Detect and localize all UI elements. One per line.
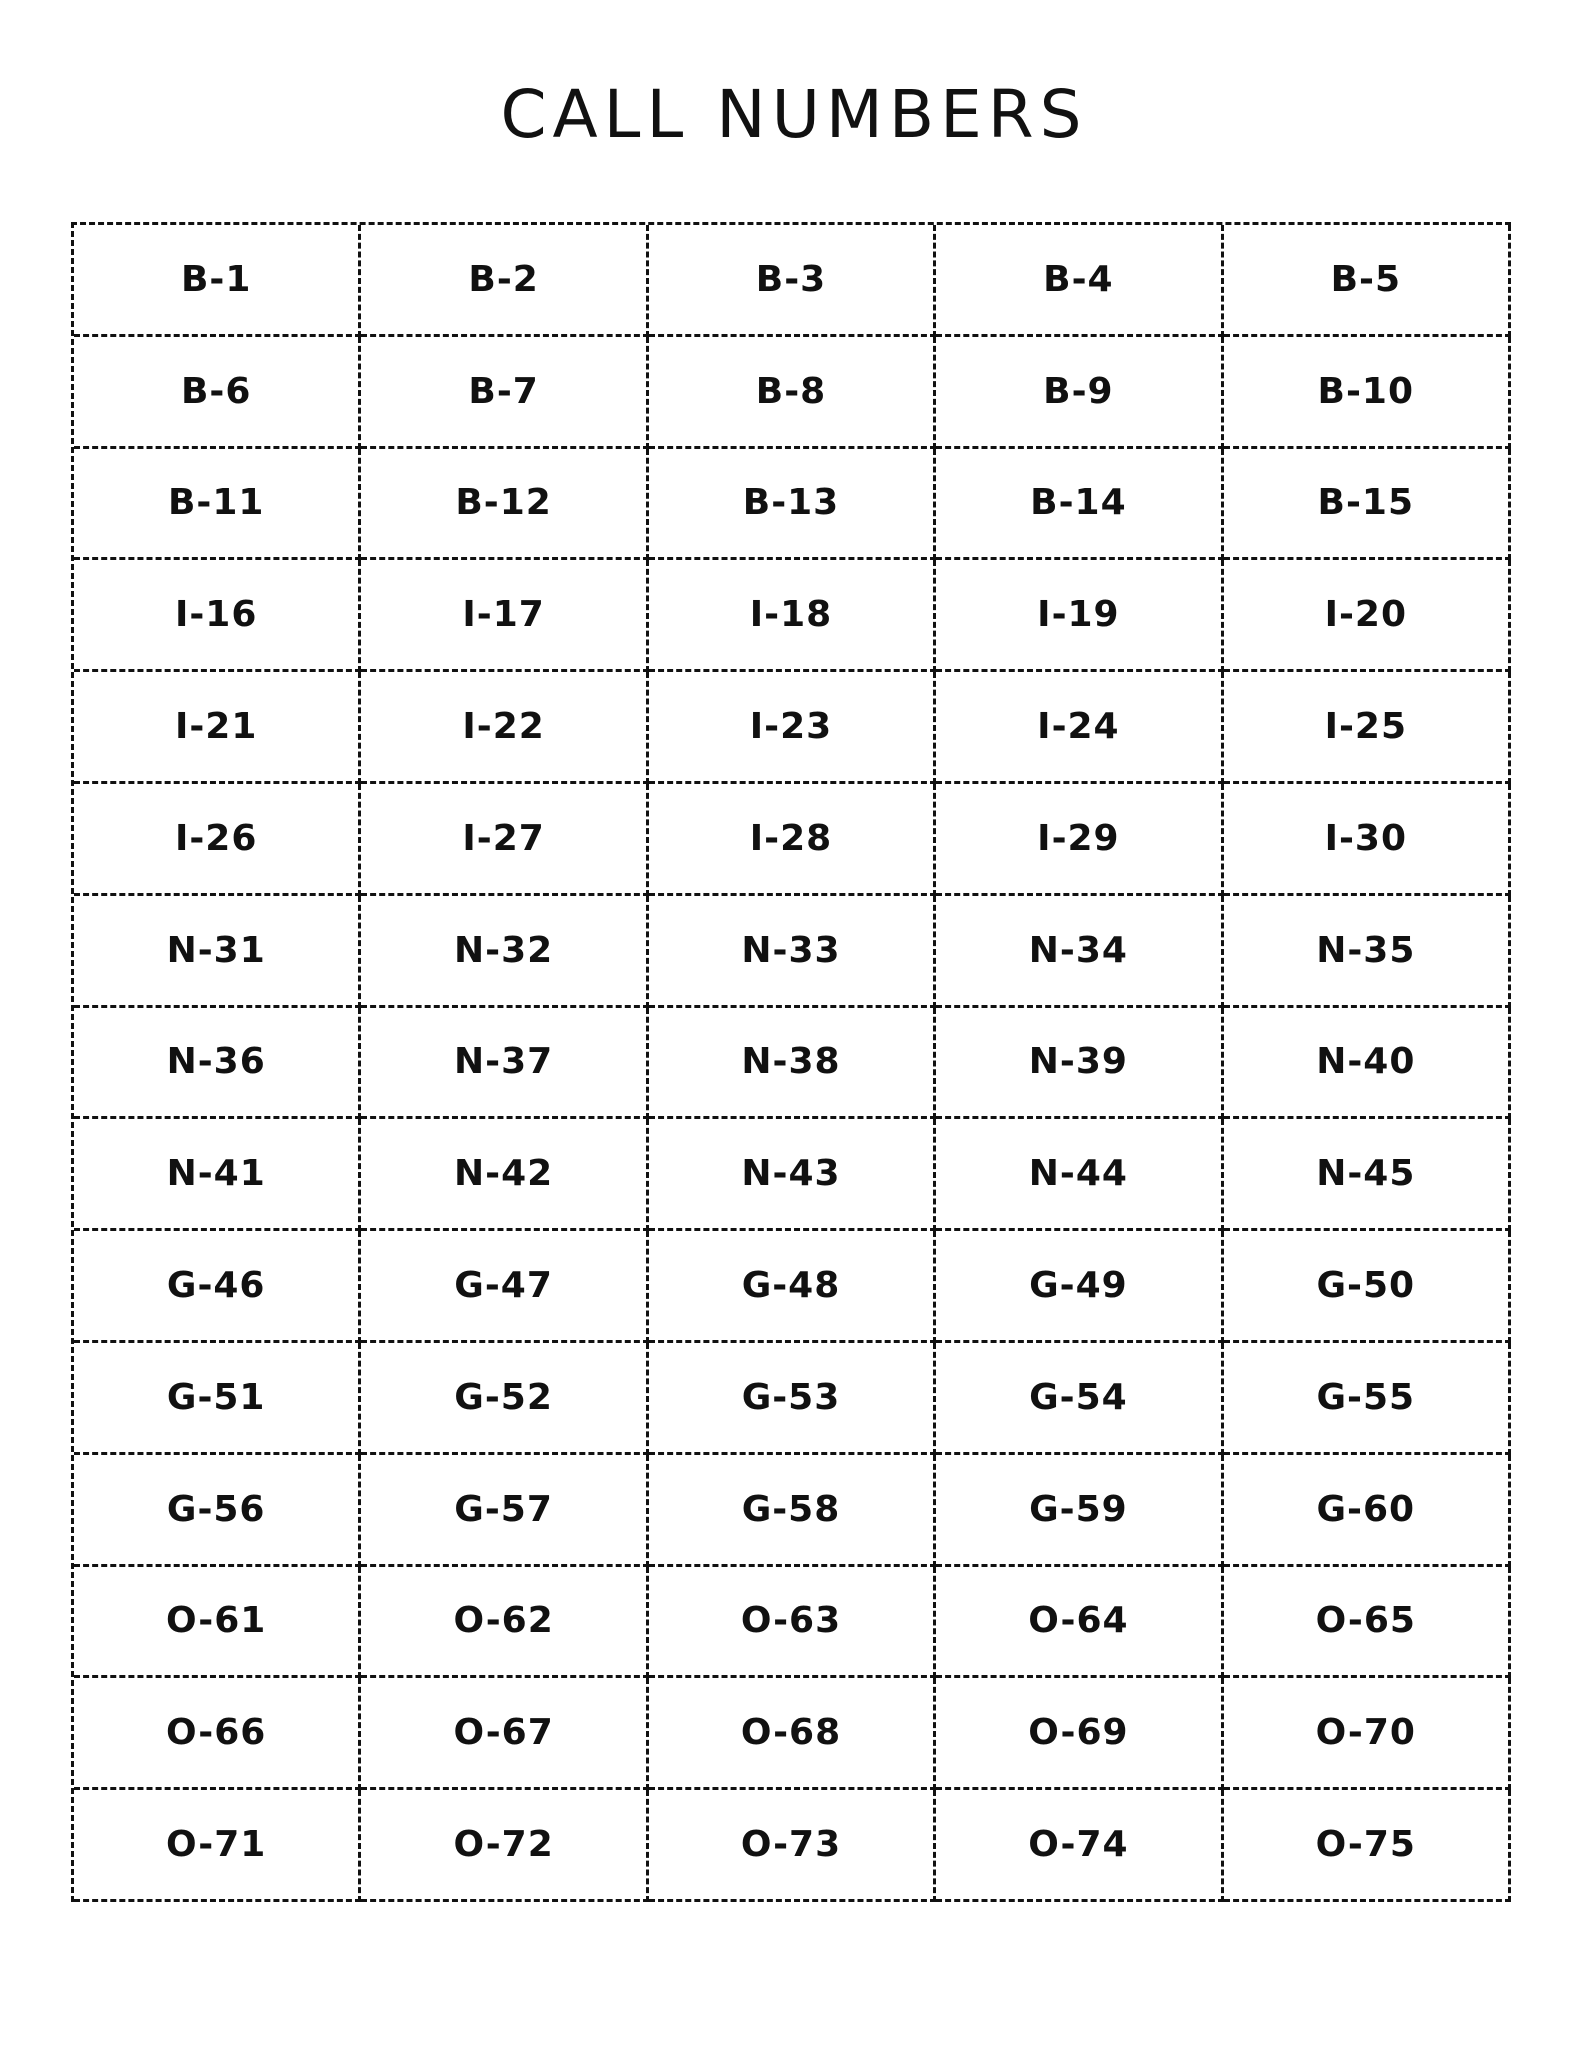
call-number-label: O-64 xyxy=(1028,1600,1129,1642)
call-number-cell xyxy=(649,1343,936,1455)
call-number-label: I-18 xyxy=(749,594,833,636)
call-number-cell xyxy=(649,1678,936,1790)
call-number-cell xyxy=(649,672,936,784)
call-number-label: N-38 xyxy=(741,1041,841,1083)
call-number-label: B-10 xyxy=(1317,370,1415,412)
call-number-label: I-25 xyxy=(1324,706,1407,748)
call-number-label: I-23 xyxy=(749,706,833,748)
call-number-label: G-48 xyxy=(741,1265,841,1307)
call-number-label: B-12 xyxy=(455,482,552,524)
call-number-cell xyxy=(649,1119,936,1231)
call-number-cell xyxy=(936,1790,1223,1902)
call-number-cell xyxy=(1224,1231,1511,1343)
call-number-cell xyxy=(361,1790,648,1902)
call-number-cell xyxy=(1224,337,1511,449)
call-number-grid xyxy=(71,222,1511,1902)
call-number-label: N-42 xyxy=(454,1153,554,1195)
call-number-cell xyxy=(1224,896,1511,1008)
call-number-label: B-9 xyxy=(1043,370,1114,412)
call-number-cell xyxy=(649,560,936,672)
call-number-cell xyxy=(649,337,936,449)
call-number-label: B-8 xyxy=(755,370,827,412)
call-number-label: O-73 xyxy=(740,1824,842,1866)
call-number-label: O-62 xyxy=(453,1600,554,1642)
call-number-label: G-55 xyxy=(1316,1376,1416,1418)
call-number-label: O-63 xyxy=(740,1600,842,1642)
call-number-label: B-15 xyxy=(1317,482,1415,524)
call-number-cell xyxy=(1224,1678,1511,1790)
call-number-label: G-54 xyxy=(1029,1376,1128,1418)
call-number-cell xyxy=(361,1567,648,1679)
call-number-cell xyxy=(936,1119,1223,1231)
call-number-label: G-56 xyxy=(166,1488,266,1530)
call-number-cell xyxy=(74,1567,361,1679)
call-number-label: I-16 xyxy=(174,594,258,636)
call-number-label: N-37 xyxy=(454,1041,554,1083)
call-number-label: I-19 xyxy=(1037,594,1120,636)
call-number-label: O-72 xyxy=(453,1824,554,1866)
call-number-label: O-69 xyxy=(1028,1712,1129,1754)
call-number-cell xyxy=(74,1455,361,1567)
call-number-cell xyxy=(936,1455,1223,1567)
call-number-cell xyxy=(361,1008,648,1120)
call-number-label: G-49 xyxy=(1029,1265,1128,1307)
call-number-label: O-67 xyxy=(453,1712,554,1754)
call-number-cell xyxy=(74,1008,361,1120)
call-number-label: O-74 xyxy=(1028,1824,1129,1866)
call-number-label: B-11 xyxy=(167,482,265,524)
call-number-label: G-57 xyxy=(454,1488,553,1530)
call-number-cell xyxy=(74,784,361,896)
call-number-label: G-46 xyxy=(166,1265,266,1307)
call-number-label: N-31 xyxy=(166,929,266,971)
call-number-label: N-39 xyxy=(1028,1041,1128,1083)
call-number-cell xyxy=(361,1119,648,1231)
call-number-cell xyxy=(1224,1343,1511,1455)
call-number-cell xyxy=(1224,1008,1511,1120)
call-number-cell xyxy=(649,1008,936,1120)
call-number-cell xyxy=(361,672,648,784)
call-number-cell xyxy=(74,560,361,672)
call-number-cell xyxy=(74,672,361,784)
call-number-label: G-58 xyxy=(741,1488,841,1530)
call-number-cell xyxy=(649,225,936,337)
call-number-label: N-44 xyxy=(1028,1153,1128,1195)
call-number-cell xyxy=(649,784,936,896)
call-number-label: N-43 xyxy=(741,1153,841,1195)
call-number-cell xyxy=(936,784,1223,896)
call-number-cell xyxy=(1224,784,1511,896)
call-number-cell xyxy=(74,449,361,561)
call-number-cell xyxy=(361,1678,648,1790)
call-number-cell xyxy=(936,1678,1223,1790)
call-number-cell xyxy=(936,1567,1223,1679)
call-number-label: N-34 xyxy=(1028,929,1128,971)
call-number-cell xyxy=(74,1231,361,1343)
call-number-cell xyxy=(74,225,361,337)
call-number-cell xyxy=(1224,449,1511,561)
call-number-label: I-17 xyxy=(462,594,545,636)
call-number-label: O-65 xyxy=(1315,1600,1416,1642)
call-number-label: B-2 xyxy=(468,258,539,300)
call-number-cell xyxy=(361,1343,648,1455)
call-number-cell xyxy=(936,672,1223,784)
call-number-cell xyxy=(74,1119,361,1231)
call-number-label: I-27 xyxy=(462,817,545,859)
call-number-cell xyxy=(936,337,1223,449)
call-number-cell xyxy=(361,784,648,896)
call-number-cell xyxy=(361,337,648,449)
call-number-cell xyxy=(74,337,361,449)
call-number-label: O-71 xyxy=(166,1824,267,1866)
call-number-cell xyxy=(649,1567,936,1679)
call-number-label: O-75 xyxy=(1315,1824,1416,1866)
call-number-label: O-70 xyxy=(1315,1712,1416,1754)
call-number-label: B-7 xyxy=(468,370,539,412)
call-number-label: I-30 xyxy=(1324,817,1407,859)
call-number-cell xyxy=(649,1455,936,1567)
call-number-cell xyxy=(1224,1567,1511,1679)
call-number-label: B-3 xyxy=(755,258,827,300)
call-number-label: O-68 xyxy=(740,1712,842,1754)
call-number-label: N-35 xyxy=(1316,929,1416,971)
call-number-cell xyxy=(936,1343,1223,1455)
call-number-cell xyxy=(936,225,1223,337)
call-number-label: I-26 xyxy=(174,817,258,859)
call-number-label: G-60 xyxy=(1316,1488,1416,1530)
call-number-label: G-50 xyxy=(1316,1265,1416,1307)
call-number-label: N-41 xyxy=(166,1153,266,1195)
call-number-label: B-1 xyxy=(180,258,252,300)
call-number-label: B-14 xyxy=(1030,482,1127,524)
call-number-cell xyxy=(1224,1119,1511,1231)
call-number-cell xyxy=(936,560,1223,672)
call-number-label: B-13 xyxy=(742,482,840,524)
call-number-cell xyxy=(361,225,648,337)
call-number-label: I-28 xyxy=(749,817,833,859)
call-number-cell xyxy=(1224,1455,1511,1567)
call-number-cell xyxy=(361,896,648,1008)
call-number-label: G-53 xyxy=(741,1376,841,1418)
call-number-cell xyxy=(936,449,1223,561)
call-number-label: I-24 xyxy=(1037,706,1120,748)
call-number-label: B-5 xyxy=(1330,258,1401,300)
call-number-cell xyxy=(361,560,648,672)
call-number-label: G-52 xyxy=(454,1376,553,1418)
call-number-cell xyxy=(936,1008,1223,1120)
call-number-cell xyxy=(74,1678,361,1790)
page-title: CALL NUMBERS xyxy=(500,76,1088,153)
call-number-label: G-51 xyxy=(166,1376,266,1418)
call-number-label: I-20 xyxy=(1324,594,1407,636)
call-number-label: I-29 xyxy=(1037,817,1120,859)
call-number-cell xyxy=(649,896,936,1008)
call-number-cell xyxy=(74,896,361,1008)
call-number-cell xyxy=(1224,1790,1511,1902)
call-number-cell xyxy=(74,1343,361,1455)
call-number-label: N-36 xyxy=(166,1041,266,1083)
call-number-cell xyxy=(936,1231,1223,1343)
call-number-cell xyxy=(74,1790,361,1902)
call-number-cell xyxy=(361,449,648,561)
call-number-cell xyxy=(361,1455,648,1567)
call-number-label: N-45 xyxy=(1316,1153,1416,1195)
call-number-label: O-66 xyxy=(166,1712,267,1754)
call-number-cell xyxy=(1224,225,1511,337)
call-number-label: O-61 xyxy=(166,1600,267,1642)
call-number-cell xyxy=(649,449,936,561)
call-number-label: I-21 xyxy=(174,706,258,748)
call-number-cell xyxy=(649,1790,936,1902)
call-number-label: I-22 xyxy=(462,706,545,748)
call-number-label: B-6 xyxy=(180,370,252,412)
call-number-cell xyxy=(936,896,1223,1008)
call-number-cell xyxy=(361,1231,648,1343)
call-number-label: N-33 xyxy=(741,929,841,971)
call-number-label: N-40 xyxy=(1316,1041,1416,1083)
call-number-label: N-32 xyxy=(454,929,554,971)
call-number-label: G-59 xyxy=(1029,1488,1128,1530)
call-number-cell xyxy=(1224,560,1511,672)
call-number-label: G-47 xyxy=(454,1265,553,1307)
call-number-cell xyxy=(649,1231,936,1343)
call-number-cell xyxy=(1224,672,1511,784)
call-number-label: B-4 xyxy=(1043,258,1114,300)
